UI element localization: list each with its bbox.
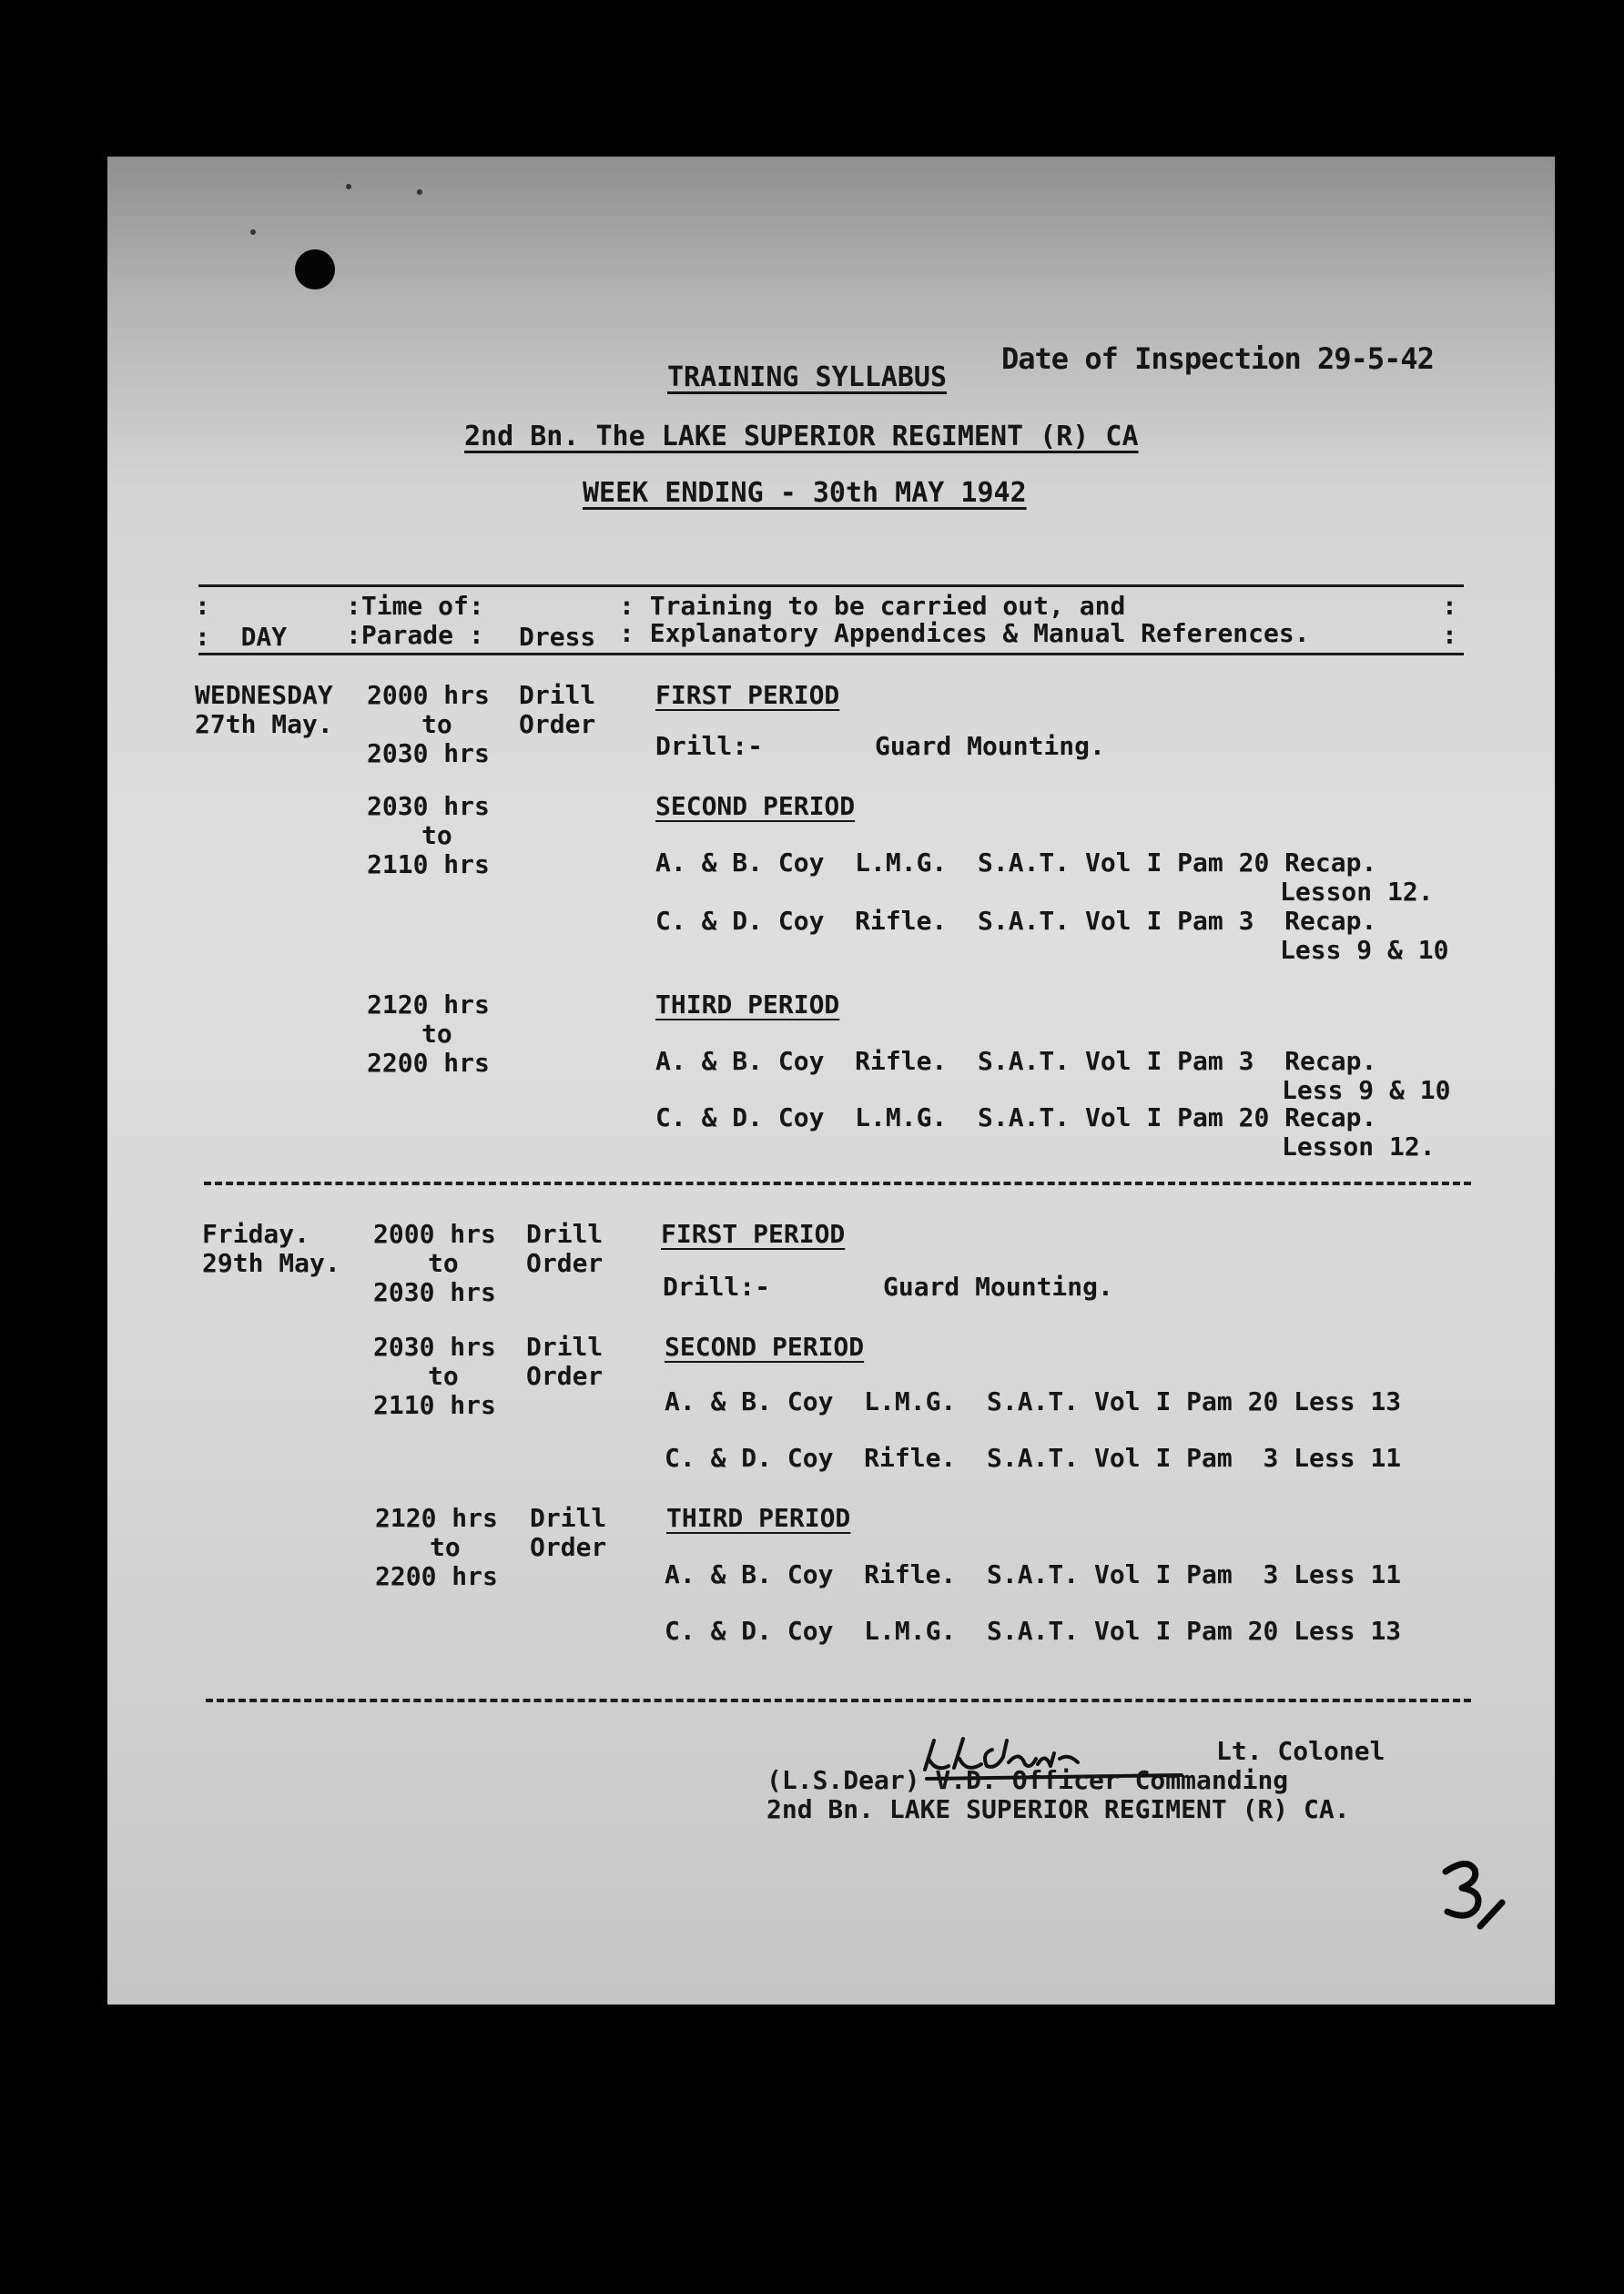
time-to: to — [421, 709, 452, 739]
time-to: to — [421, 820, 452, 850]
dress-line2: Order — [530, 1532, 607, 1562]
training-row-cont: Less 9 & 10 — [1282, 1075, 1451, 1105]
header-rule-top — [198, 584, 1464, 587]
dress-line1: Drill — [526, 1332, 604, 1362]
time-end: 2110 hrs — [373, 1390, 496, 1420]
time-end: 2030 hrs — [367, 738, 490, 768]
training-row-cont: Lesson 12. — [1282, 1132, 1436, 1162]
time-start: 2000 hrs — [367, 680, 490, 710]
training-row: A. & B. Coy Rifle. S.A.T. Vol I Pam 3 Recap. — [655, 1046, 1377, 1076]
dress-line2: Order — [519, 709, 596, 739]
period-heading: THIRD PERIOD — [655, 990, 840, 1020]
time-start: 2030 hrs — [373, 1332, 496, 1362]
dress-line1: Drill — [526, 1219, 604, 1249]
day-date: 27th May. — [195, 709, 333, 739]
dress-line1: Drill — [519, 680, 596, 710]
signatory-name: (L.S.Dear) V.D. Officer Commanding — [766, 1765, 1289, 1795]
time-start: 2000 hrs — [373, 1219, 496, 1249]
drill-content: Guard Mounting. — [875, 731, 1105, 761]
right-colon: : — [1442, 620, 1457, 650]
col-time-header-bottom: :Parade : — [346, 620, 484, 650]
week-ending-heading: WEEK ENDING - 30th MAY 1942 — [583, 477, 1027, 509]
unit-heading: 2nd Bn. The LAKE SUPERIOR REGIMENT (R) CA — [464, 421, 1139, 452]
training-row: C. & D. Coy Rifle. S.A.T. Vol I Pam 3 Less 11 — [665, 1443, 1402, 1473]
time-to: to — [421, 1019, 452, 1049]
period-heading: FIRST PERIOD — [655, 680, 840, 710]
syllabus-title: TRAINING SYLLABUS — [667, 361, 948, 393]
document-page — [107, 157, 1555, 2005]
drill-label: Drill:- — [655, 731, 764, 761]
training-row: A. & B. Coy L.M.G. S.A.T. Vol I Pam 20 Recap. — [655, 848, 1377, 878]
section-divider — [204, 1182, 1471, 1185]
signatory-rank: Lt. Colonel — [1216, 1736, 1385, 1766]
time-start: 2120 hrs — [375, 1503, 498, 1533]
section-divider — [206, 1699, 1471, 1702]
col-training-header-bottom: : Explanatory Appendices & Manual References. — [619, 618, 1310, 648]
time-end: 2200 hrs — [375, 1561, 498, 1591]
time-end: 2030 hrs — [373, 1277, 496, 1307]
punch-hole — [295, 249, 335, 289]
page-number-handwritten — [1435, 1855, 1507, 1937]
dress-line2: Order — [526, 1248, 604, 1278]
page-number-text — [1435, 1855, 1436, 1856]
training-row: C. & D. Coy Rifle. S.A.T. Vol I Pam 3 Recap. — [655, 906, 1377, 936]
day-date: 29th May. — [202, 1248, 340, 1278]
right-colon: : — [1442, 591, 1457, 621]
speck — [417, 189, 422, 195]
period-heading: SECOND PERIOD — [665, 1332, 865, 1362]
training-row: A. & B. Coy L.M.G. S.A.T. Vol I Pam 20 Less 13 — [665, 1386, 1402, 1416]
dress-line1: Drill — [530, 1503, 607, 1533]
col-day-header: : DAY — [195, 622, 288, 652]
time-to: to — [428, 1361, 459, 1391]
col-dress-header: Dress — [519, 622, 596, 652]
period-heading: SECOND PERIOD — [655, 791, 856, 821]
speck — [250, 229, 256, 235]
period-heading: THIRD PERIOD — [666, 1503, 851, 1533]
time-start: 2030 hrs — [367, 791, 490, 821]
training-row-cont: Lesson 12. — [1280, 877, 1434, 907]
col-training-header-top: : Training to be carried out, and — [619, 591, 1126, 621]
day-label: Friday. — [202, 1219, 310, 1249]
training-row: A. & B. Coy Rifle. S.A.T. Vol I Pam 3 Less 11 — [665, 1559, 1402, 1589]
header-rule-bottom — [198, 653, 1464, 655]
period-heading: FIRST PERIOD — [661, 1219, 846, 1249]
time-end: 2200 hrs — [367, 1048, 490, 1078]
signatory-unit: 2nd Bn. LAKE SUPERIOR REGIMENT (R) CA. — [766, 1794, 1350, 1824]
inspection-date-stamp: Date of Inspection 29-5-42 — [1001, 341, 1434, 376]
time-to: to — [428, 1248, 459, 1278]
speck — [346, 184, 351, 189]
training-row-cont: Less 9 & 10 — [1280, 935, 1449, 965]
col-time-header-top: :Time of: — [346, 591, 484, 621]
time-start: 2120 hrs — [367, 990, 490, 1020]
training-row: C. & D. Coy L.M.G. S.A.T. Vol I Pam 20 Less 13 — [665, 1616, 1402, 1646]
left-colon: : — [195, 591, 210, 621]
day-label: WEDNESDAY — [195, 680, 333, 710]
dress-line2: Order — [526, 1361, 604, 1391]
time-end: 2110 hrs — [367, 849, 490, 879]
time-to: to — [430, 1532, 461, 1562]
drill-content: Guard Mounting. — [883, 1272, 1113, 1302]
drill-label: Drill:- — [663, 1272, 771, 1302]
training-row: C. & D. Coy L.M.G. S.A.T. Vol I Pam 20 Recap. — [655, 1102, 1377, 1132]
